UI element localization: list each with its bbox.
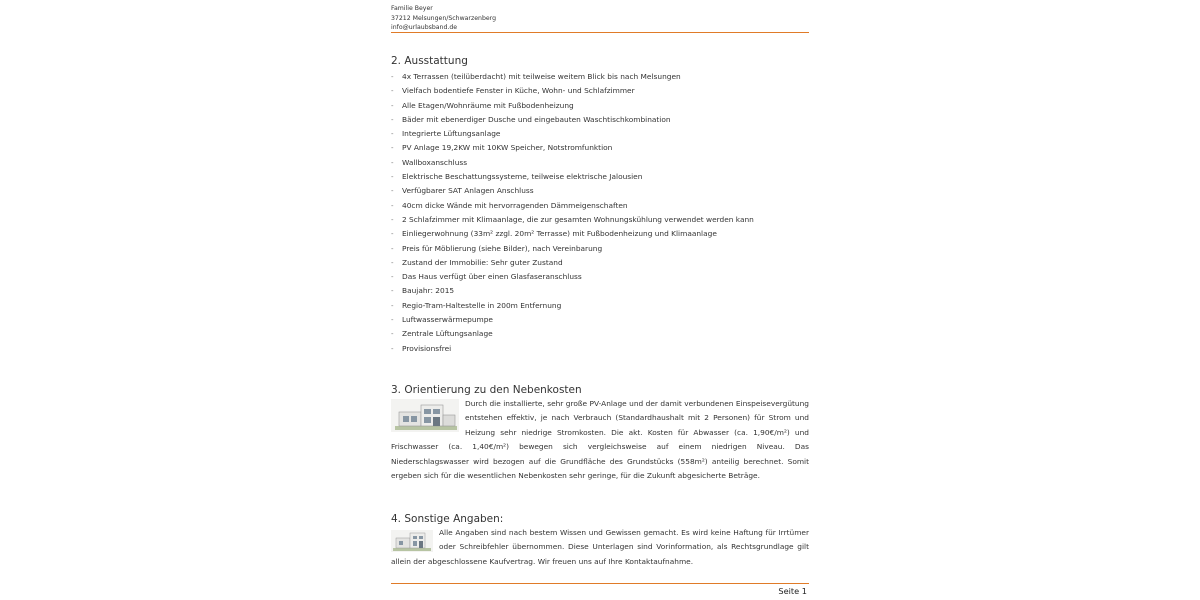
bullet-dash: - <box>391 273 394 282</box>
feature-list-item <box>391 270 754 284</box>
bullet-dash: - <box>391 287 394 296</box>
feature-list-item <box>391 84 754 98</box>
feature-text: Alle Etagen/Wohnräume mit Fußbodenheizung <box>402 100 574 110</box>
feature-list-item <box>391 170 754 184</box>
feature-text: Bäder mit ebenerdiger Dusche und eingebauten Waschtischkombination <box>402 114 671 124</box>
feature-list-item <box>391 141 754 155</box>
letterhead <box>391 4 496 33</box>
bullet-dash: - <box>391 130 394 139</box>
bullet-dash: - <box>391 158 394 167</box>
section-3-text: Durch die installierte, sehr große PV-Anlage und der damit verbundenen Einspeisevergütung entstehen effektiv, je nach Verbrauch (Standardhaushalt mit 2 Personen) für Strom und Heizung sehr niedrige Stromkosten. Die akt. Kosten für Abwasser (ca. 1,90€/m²) und Frischwasser (ca. 1,40€/m²) bewegen sich vergleichsweise auf einem niedrigen Niveau. Das Niederschlagswasser wird bezogen auf die Grundfläche des Grundstücks (558m²) anteilig berechnet. Somit ergeben sich für die wesentlichen Nebenkosten sehr geringe, für die Zukunft abgesicherte Beträge. <box>391 399 809 481</box>
bullet-dash: - <box>391 173 394 182</box>
bullet-dash: - <box>391 344 394 353</box>
bullet-dash: - <box>391 187 394 196</box>
page-number: Seite 1 <box>778 586 807 596</box>
feature-list-item <box>391 242 754 256</box>
feature-text: Das Haus verfügt über einen Glasfaseranschluss <box>402 272 582 282</box>
header-rule <box>391 32 809 33</box>
bullet-dash: - <box>391 73 394 81</box>
feature-list-item <box>391 213 754 227</box>
house-thumbnail-image <box>391 399 459 432</box>
feature-list-item <box>391 256 754 270</box>
house-thumbnail-small-image <box>391 530 433 552</box>
feature-list-item <box>391 113 754 127</box>
bullet-dash: - <box>391 101 394 110</box>
feature-text: Vielfach bodentiefe Fenster in Küche, Wohn- und Schlafzimmer <box>402 86 635 96</box>
bullet-dash: - <box>391 258 394 267</box>
feature-text: Baujahr: 2015 <box>402 286 455 296</box>
bullet-dash: - <box>391 201 394 210</box>
feature-list-item <box>391 313 754 327</box>
section-3-paragraph <box>391 397 809 483</box>
feature-list-item <box>391 156 754 170</box>
section-3-heading: 3. Orientierung zu den Nebenkosten <box>391 384 582 396</box>
footer-rule <box>391 583 809 584</box>
feature-text: Einliegerwohnung (33m² zzgl. 20m² Terrasse) mit Fußbodenheizung und Klimaanlage <box>402 229 717 239</box>
bullet-dash: - <box>391 301 394 310</box>
feature-text: Regio-Tram-Haltestelle in 200m Entfernung <box>402 300 562 310</box>
feature-text: Verfügbarer SAT Anlagen Anschluss <box>402 186 534 196</box>
feature-text: Integrierte Lüftungsanlage <box>402 129 501 139</box>
bullet-dash: - <box>391 330 394 339</box>
feature-text: 40cm dicke Wände mit hervorragenden Dämmeigenschaften <box>402 200 628 210</box>
letterhead-email[interactable]: info@urlaubsband.de <box>391 24 458 31</box>
feature-text: Wallboxanschluss <box>402 157 468 167</box>
bullet-dash: - <box>391 316 394 325</box>
section-4-paragraph <box>391 526 809 569</box>
feature-list-item <box>391 70 754 84</box>
feature-text: Luftwasserwärmepumpe <box>402 315 493 325</box>
feature-text: 4x Terrassen (teilüberdacht) mit teilweise weitem Blick bis nach Melsungen <box>402 72 681 81</box>
letterhead-address: 37212 Melsungen/Schwarzenberg <box>391 14 497 22</box>
bullet-dash: - <box>391 244 394 253</box>
feature-text: Elektrische Beschattungssysteme, teilweise elektrische Jalousien <box>402 172 643 182</box>
bullet-dash: - <box>391 87 394 96</box>
feature-list-item <box>391 342 754 356</box>
feature-list-item <box>391 127 754 141</box>
feature-list-item <box>391 199 754 213</box>
feature-list <box>391 70 754 356</box>
letterhead-name: Familie Beyer <box>391 5 433 12</box>
feature-list-item <box>391 284 754 298</box>
feature-text: 2 Schlafzimmer mit Klimaanlage, die zur gesamten Wohnungskühlung verwendet werden kann <box>402 214 754 224</box>
section-4-text: Alle Angaben sind nach bestem Wissen und Gewissen gemacht. Es wird keine Haftung für Irrtümer oder Schreibfehler übernommen. Diese Unterlagen sind Vorinformation, als Rechtsgrundlage gilt allein der abgeschlossene Kaufvertrag. Wir freuen uns auf Ihre Kontaktaufnahme. <box>391 528 809 566</box>
feature-text: Zustand der Immobilie: Sehr guter Zustand <box>402 257 563 267</box>
bullet-dash: - <box>391 115 394 124</box>
feature-list-item <box>391 299 754 313</box>
feature-text: PV Anlage 19,2KW mit 10KW Speicher, Notstromfunktion <box>402 143 613 153</box>
section-2-heading: 2. Ausstattung <box>391 55 468 67</box>
feature-list-item <box>391 99 754 113</box>
bullet-dash: - <box>391 215 394 224</box>
feature-text: Zentrale Lüftungsanlage <box>402 329 493 339</box>
feature-list-item <box>391 184 754 198</box>
feature-text: Provisionsfrei <box>402 343 452 353</box>
feature-text: Preis für Möblierung (siehe Bilder), nach Vereinbarung <box>402 243 603 253</box>
bullet-dash: - <box>391 144 394 153</box>
bullet-dash: - <box>391 230 394 239</box>
feature-list-item <box>391 227 754 241</box>
document-page <box>391 0 809 600</box>
section-4-heading: 4. Sonstige Angaben: <box>391 513 504 525</box>
feature-list-item <box>391 327 754 341</box>
